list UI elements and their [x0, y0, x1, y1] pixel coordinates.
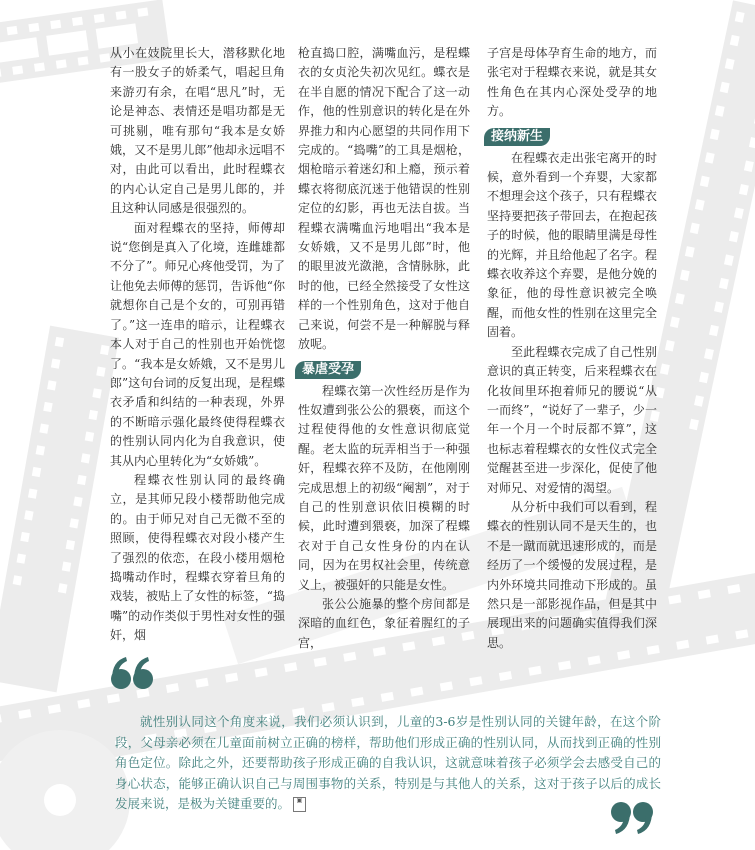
- paragraph: 面对程蝶衣的坚持，师傅却说“您倒是真入了化境，连雌雄都不分了”。师兄心疼他受罚，为了让他免去师傅的惩罚，告诉他“你就想你自己是个女的，可别再错了。”这一连串的暗示，让程蝶衣本人对于自己的性别也开始恍惚了。“我本是女娇娥，又不是男儿郎”这句台词的反复出现，是程蝶衣矛盾和纠结的一种表现，外界的不断暗示强化最终使得程蝶衣的性别认同内化为自我意识，使其从内心里转化为“女娇娥”。: [110, 220, 285, 468]
- paragraph: 枪直捣口腔，满嘴血污，是程蝶衣的女贞沦失初次见红。蝶衣是在半自愿的情况下配合了这一动作，他的性别意识的转化是在外界推力和内心愿望的共同作用下完成的。“捣嘴”的工具是烟枪，烟枪暗示着迷幻和上瘾，预示着蝶衣将彻底沉迷于他错误的性别定位的幻影，再也无法自拔。当程蝶衣满嘴血污地唱出“我本是女娇娥，又不是男儿郎”时，他的眼里波光潋滟，含情脉脉，此时的他，已经全然接受了女性这样的一个性别角色，这对于他自己来说，何尝不是一种解脱与释放呢。: [298, 46, 470, 352]
- close-quote-icon: [610, 800, 654, 836]
- paragraph: 张公公施暴的整个房间都是深暗的血红色，象征着腥红的子宫，: [298, 596, 470, 650]
- open-quote-icon: [110, 655, 154, 691]
- column-left: [110, 44, 285, 646]
- section-heading-new-life: 接纳新生: [484, 128, 550, 146]
- seal-icon: ▣: [293, 797, 306, 812]
- paragraph: 子宫是母体孕育生命的地方，而张宅对于程蝶衣来说，就是其女性角色在其内心深处受孕的地方。: [487, 46, 657, 119]
- pull-quote-text: 就性别认同这个角度来说，我们必须认识到，儿童的3-6岁是性别认同的关键年龄，在这个阶段，父母亲必须在儿童面前树立正确的榜样，帮助他们形成正确的性别认同，从而找到正确的性别角色定位。除此之外，还要帮助孩子形成正确的自我认识，这就意味着孩子必须学会去感受自己的身心状态，能够正确认识自己与周围事物的关系，特别是与其他人的关系，这对于孩子以后的成长发展来说，是极为关键重要的。: [115, 714, 661, 812]
- paragraph: 从小在妓院里长大，潜移默化地有一股女子的娇柔气，唱起旦角来游刃有余，在唱“思凡”时，无论是神态、表情还是唱功都是无可挑剔，唯有那句“我本是女娇娥，又不是男儿郎”他却永远唱不对，由此可以看出，此时程蝶衣的内心认定自己是男儿郎的，并且这种认同感是很强烈的。: [110, 46, 285, 216]
- paragraph: 在程蝶衣走出张宅离开的时候，意外看到一个弃婴，大家都不想理会这个孩子，只有程蝶衣坚持要把孩子带回去，在抱起孩子的时候，他的眼睛里满是母性的光辉，并且给他起了名字。程蝶衣收养这个弃婴，是他分娩的象征，他的母性意识被完全唤醒，而他女性的性别在这里完全固着。: [487, 150, 657, 340]
- paragraph: 至此程蝶衣完成了自己性别意识的真正转变，后来程蝶衣在化妆间里环抱着师兄的腰说“从一而终”，“说好了一辈子，少一年一个月一个时辰都不算”，这也标志着程蝶衣的女性仪式完全觉醒甚至进一步深化，促使了他对师兄、对爱情的渴望。: [487, 344, 657, 495]
- section-heading-abuse: 暴虐受孕: [295, 361, 361, 379]
- paragraph: 程蝶衣性别认同的最终确立，是其师兄段小楼帮助他完成的。由于师兄对自己无微不至的照顾，使得程蝶衣对段小楼产生了强烈的依恋，在段小楼用烟枪捣嘴动作时，程蝶衣穿着旦角的戏装，被贴上了女性的标签，“捣嘴”的动作类似于男性对女性的强奸，烟: [110, 472, 285, 643]
- paragraph: 程蝶衣第一次性经历是作为性奴遭到张公公的猥亵，而这个过程使得他的女性意识彻底觉醒。老太监的玩弄相当于一种强奸，程蝶衣猝不及防，在他刚刚完成思想上的初级“阉割”，对于自己的性别意识依旧模糊的时候，此时遭到猥亵，加深了程蝶衣对于自己女性身份的内在认同，因为在男权社会里，传统意义上，被强奸的只能是女性。: [298, 383, 470, 592]
- pull-quote: [115, 712, 661, 815]
- paragraph: 从分析中我们可以看到，程蝶衣的性别认同不是天生的，也不是一蹴而就迅速形成的，而是经历了一个缓慢的发展过程，是内外环境共同推动下形成的。虽然只是一部影视作品，但是其中展现出来的问题确实值得我们深思。: [487, 499, 657, 650]
- column-right: [487, 44, 657, 653]
- column-middle: [298, 44, 470, 653]
